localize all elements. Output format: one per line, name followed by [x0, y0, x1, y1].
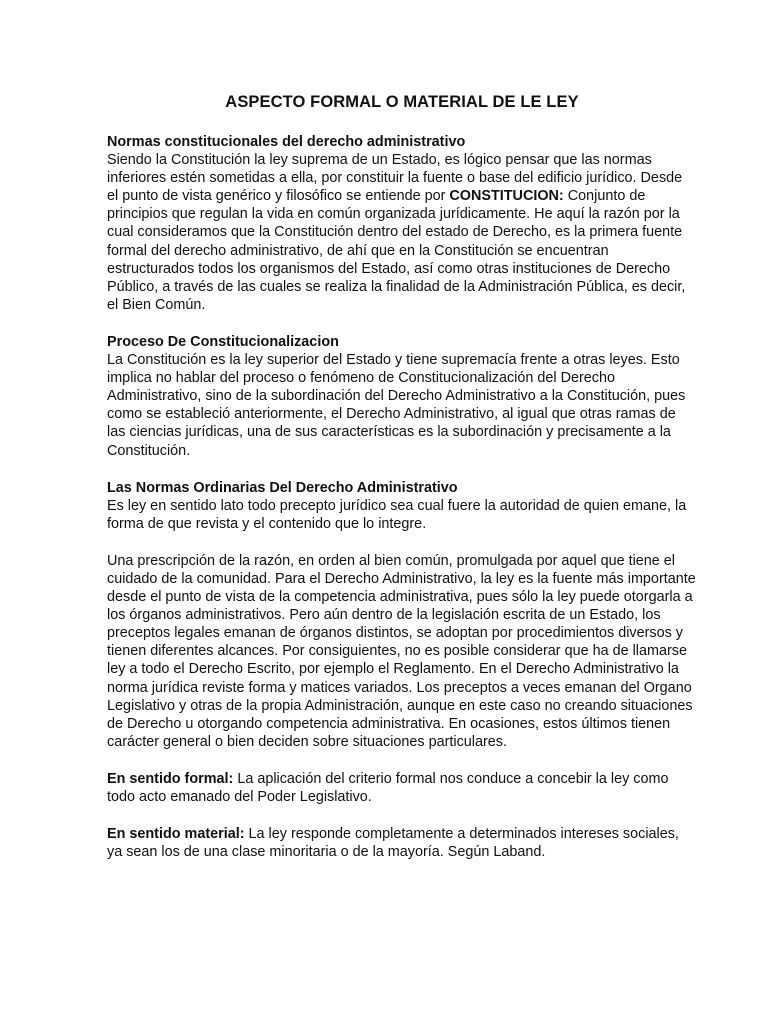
section-paragraph — [107, 151, 697, 314]
section-prescripcion — [107, 552, 697, 751]
paragraph-text: Siendo la Constitución la ley suprema de un Estado, es lógico pensar que las normas inferiores estén sometidas a ella, por constituir la fuente o base del edificio jurídico. Desde el punto de vista genérico y filosófico se entiende por — [107, 152, 683, 205]
section-sentido-formal — [107, 770, 697, 806]
section-heading: Las Normas Ordinarias Del Derecho Administrativo — [107, 479, 458, 496]
bold-term: En sentido formal: — [107, 770, 234, 787]
section-paragraph: Es ley en sentido lato todo precepto jurídico sea cual fuere la autoridad de quien emane, la forma de que revista y el contenido que lo integre. — [107, 497, 687, 532]
document-page — [107, 92, 697, 880]
section-paragraph — [107, 825, 697, 861]
bold-term: En sentido material: — [107, 826, 245, 843]
section-paragraph — [107, 770, 697, 806]
paragraph-text: La ley responde completamente a determinados intereses sociales, ya sean los de una clase minoritaria o de la mayoría. Según Laband. — [107, 826, 679, 861]
paragraph-text: Conjunto de principios que regulan la vida en común organizada jurídicamente. He aquí la razón por la cual consideramos que la Constitución dentro del estado de Derecho, es la primera fuente formal del derecho administrativo, de ahí que en la Constitución se encuentran estructurados todos los organismos del Estado, así como otras instituciones de Derecho Público, a través de las cuales se realiza la finalidad de la Administración Pública, es decir, el Bien Común. — [107, 188, 686, 313]
document-title: ASPECTO FORMAL O MATERIAL DE LE LEY — [225, 93, 579, 111]
paragraph-text: La aplicación del criterio formal nos conduce a concebir la ley como todo acto emanado del Poder Legislativo. — [107, 770, 669, 805]
bold-term: CONSTITUCION: — [449, 188, 564, 205]
section-heading: Normas constitucionales del derecho administrativo — [107, 134, 466, 150]
section-heading: Proceso De Constitucionalizacion — [107, 333, 339, 350]
section-constitucionalizacion — [107, 333, 697, 460]
section-normas-constitucionales — [107, 133, 697, 314]
section-paragraph: La Constitución es la ley superior del Estado y tiene supremacía frente a otras leyes. Esto implica no hablar del proceso o fenómeno de Constitucionalización del Derecho Administrativo, sino de la subordinación del Derecho Administrativo a la Constitución, pues como se estableció anteriormente, el Derecho Administrativo, al igual que otras ramas de las ciencias jurídicas, una de sus características es la subordinación y precisamente a la Constitución. — [107, 352, 686, 459]
section-normas-ordinarias — [107, 479, 697, 533]
section-paragraph: Una prescripción de la razón, en orden al bien común, promulgada por aquel que tiene el cuidado de la comunidad. Para el Derecho Administrativo, la ley es la fuente más importante desde el punto de vista de la competencia administrativa, pues sólo la ley puede otorgarla a los órganos administrativos. Pero aún dentro de la legislación escrita de un Estado, los preceptos legales emanan de órganos distintos, se adoptan por procedimientos diversos y tienen diferentes alcances. Por consiguientes, no es posible considerar que ha de llamarse ley a todo el Derecho Escrito, por ejemplo el Reglamento. En el Derecho Administrativo la norma jurídica reviste forma y matices variados. Los preceptos a veces emanan del Organo Legislativo y otras de la propia Administración, aunque en este caso no creando situaciones de Derecho u otorgando competencia administrativa. En ocasiones, estos últimos tienen carácter general o bien deciden sobre situaciones particulares. — [107, 552, 696, 750]
section-sentido-material — [107, 825, 697, 861]
